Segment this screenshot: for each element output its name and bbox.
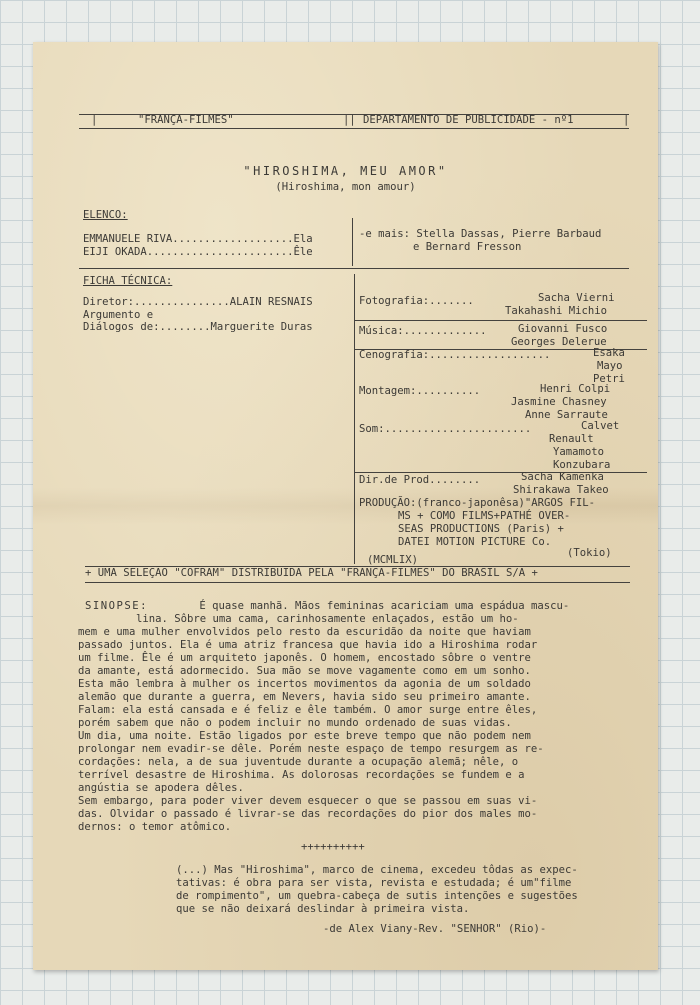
credit-musica-label: Música:............. xyxy=(359,325,487,337)
sinopse-line-17: das. Olvidar o passado é livrar-se das recordações do pior dos males mo- xyxy=(78,808,538,820)
credit-musica-name-2: Georges Delerue xyxy=(511,336,607,348)
producao-line-5: (Tokio) xyxy=(567,547,612,559)
sinopse-line-8: alemão que durante a guerra, em Nevers, havia sido seu primeiro amante. xyxy=(78,691,531,703)
quote-line-4: que se não deixará deslindar à primeira vista. xyxy=(176,903,470,915)
elenco-rule xyxy=(79,268,629,269)
header-pipe-left: | xyxy=(91,114,98,126)
quote-line-3: de rompimento", um quebra-cabeça de sutis intenções e sugestões xyxy=(176,890,578,902)
credit-som-name-2: Renault xyxy=(549,433,594,445)
ficha-argumento: Argumento e xyxy=(83,309,154,321)
header-pipe-mid: || xyxy=(343,114,356,126)
sinopse-line-3: mem e uma mulher envolvidos pelo resto da escuridão da noite que haviam xyxy=(78,626,531,638)
credit-montagem-name-1: Henri Colpi xyxy=(540,383,611,395)
elenco-others-1: -e mais: Stella Dassas, Pierre Barbaud xyxy=(359,228,602,240)
credit-montagem-label: Montagem:.......... xyxy=(359,385,481,397)
sinopse-line-18: dernos: o temor atômico. xyxy=(78,821,232,833)
header-right-text: DEPARTAMENTO DE PUBLICIDADE - nº1 xyxy=(363,114,574,126)
elenco-divider xyxy=(352,218,353,266)
header-pipe-right: | xyxy=(623,114,630,126)
distribution-bottom-rule xyxy=(85,582,630,583)
credit-fotografia-label: Fotografia:....... xyxy=(359,295,474,307)
distribution-text: + UMA SELEÇÃO "COFRAM" DISTRIBUIDA PELA "FRANÇA-FILMES" DO BRASIL S/A + xyxy=(85,567,538,579)
credit-cenografia-name-2: Mayo xyxy=(597,360,623,372)
producao-line-4: DATEI MOTION PICTURE Co. xyxy=(398,536,552,548)
header-left-text: "FRANÇA-FILMES" xyxy=(138,114,234,126)
sinopse-line-12: prolongar nem evadir-se dêle. Porém neste espaço de tempo resurgem as re- xyxy=(78,743,544,755)
sinopse-line-6: da amante, está adormecido. Sua mão se move vagamente como em um sonho. xyxy=(78,665,531,677)
sinopse-line-4: passado juntos. Ela é uma atriz francesa que havia ido a Hiroshima rodar xyxy=(78,639,538,651)
sinopse-line-7: Esta mão lembra à mulher os incertos movimentos da agonia de um soldado xyxy=(78,678,531,690)
producao-line-3: SEAS PRODUCTIONS (Paris) + xyxy=(398,523,564,535)
elenco-heading: ELENCO: xyxy=(83,209,128,221)
quote-source: -de Alex Viany-Rev. "SENHOR" (Rio)- xyxy=(323,923,547,935)
credit-fotografia-name-1: Sacha Vierni xyxy=(538,292,615,304)
credit-musica-name-1: Giovanni Fusco xyxy=(518,323,608,335)
film-title: "HIROSHIMA, MEU AMOR" xyxy=(243,164,448,178)
credit-dirprod-label: Dir.de Prod........ xyxy=(359,474,481,486)
document-sheet xyxy=(33,42,658,970)
ficha-year: (MCMLIX) xyxy=(367,554,419,566)
credit-som-name-4: Konzubara xyxy=(553,459,611,471)
credit-som-name-1: Calvet xyxy=(581,420,620,432)
elenco-others-2: e Bernard Fresson xyxy=(413,241,522,253)
sinopse-line-2: lina. Sôbre uma cama, carinhosamente enlaçados, estão um ho- xyxy=(136,613,519,625)
ficha-dialogos: Diálogos de:........Marguerite Duras xyxy=(83,321,313,333)
sinopse-line-15: angústia se apodera dêles. xyxy=(78,782,244,794)
ficha-heading: FICHA TÉCNICA: xyxy=(83,275,173,287)
sinopse-line-9: Falam: ela está cansada e é feliz e êle também. O amor surge entre êles, xyxy=(78,704,538,716)
credit-som-label: Som:....................... xyxy=(359,423,532,435)
sinopse-line-14: terrível desastre de Hiroshima. As dolorosas recordações se fundem e a xyxy=(78,769,525,781)
sinopse-line-10: porém sabem que não o podem incluir no mundo ordenado de suas vidas. xyxy=(78,717,512,729)
sinopse-separator: ++++++++++ xyxy=(301,841,365,853)
credit-cenografia-label: Cenografia:................... xyxy=(359,349,551,361)
sinopse-line-16: Sem embargo, para poder viver devem esquecer o que se passou em suas vi- xyxy=(78,795,538,807)
credit-cenografia-name-3: Petri xyxy=(593,373,625,385)
ficha-diretor: Diretor:...............ALAIN RESNAIS xyxy=(83,296,313,308)
producao-line-1: PRODUÇÃO:(franco-japonêsa)"ARGOS FIL- xyxy=(359,497,595,509)
sinopse-heading: SINOPSE: xyxy=(85,600,149,612)
credit-dirprod-name-1: Sacha Kamenka xyxy=(521,471,604,483)
credit-montagem-name-3: Anne Sarraute xyxy=(525,409,608,421)
cast-line-1: EMMANUELE RIVA...................Ela xyxy=(83,233,313,245)
sinopse-line-5: um filme. Êle é um arquiteto japonês. O homem, encostado sôbre o ventre xyxy=(78,652,531,664)
credit-rule-1 xyxy=(355,320,647,321)
credit-som-name-3: Yamamoto xyxy=(553,446,605,458)
sinopse-line-1: É quase manhã. Mãos femininas acariciam uma espádua mascu- xyxy=(193,600,570,612)
sinopse-line-11: Um dia, uma noite. Estão ligados por este breve tempo que não podem nem xyxy=(78,730,531,742)
ficha-divider xyxy=(354,274,355,564)
credit-fotografia-name-2: Takahashi Michio xyxy=(505,305,608,317)
credit-cenografia-name-1: Esaka xyxy=(593,347,625,359)
sinopse-line-13: cordações: nela, a de sua juventude durante a ocupação alemã; nêle, o xyxy=(78,756,519,768)
quote-line-2: tativas: é obra para ser vista, revista e estudada; é um"filme xyxy=(176,877,572,889)
cast-line-2: EIJI OKADA.......................Êle xyxy=(83,246,313,258)
header-bottom-rule xyxy=(79,128,629,129)
credit-dirprod-name-2: Shirakawa Takeo xyxy=(513,484,609,496)
quote-line-1: (...) Mas "Hiroshima", marco de cinema, excedeu tôdas as expec- xyxy=(176,864,578,876)
credit-montagem-name-2: Jasmine Chasney xyxy=(511,396,607,408)
film-subtitle: (Hiroshima, mon amour) xyxy=(275,181,416,193)
producao-line-2: MS + COMO FILMS+PATHÉ OVER- xyxy=(398,510,571,522)
